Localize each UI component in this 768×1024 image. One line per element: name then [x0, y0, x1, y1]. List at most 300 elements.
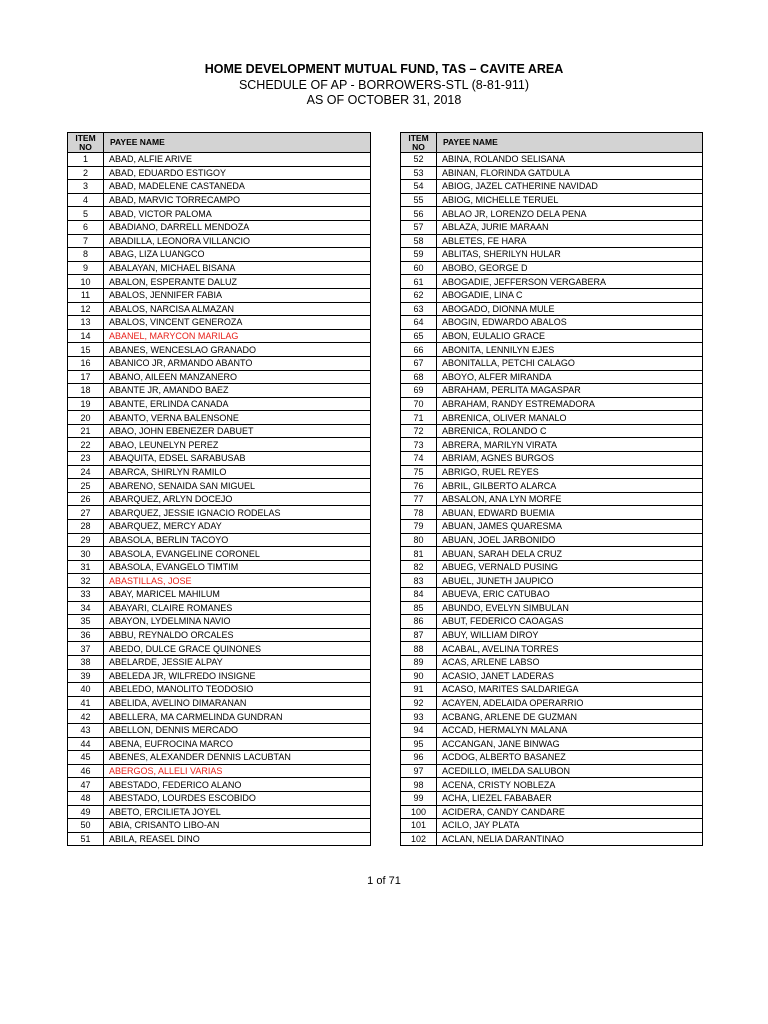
item-number: 9: [68, 261, 104, 275]
item-number: 14: [68, 329, 104, 343]
item-no-header: ITEM NO: [68, 133, 104, 153]
item-number: 91: [401, 683, 437, 697]
payee-name: ACASO, MARITES SALDARIEGA: [437, 683, 703, 697]
table-row: [68, 329, 371, 343]
payee-name: ABLAZA, JURIE MARAAN: [437, 220, 703, 234]
item-number: 96: [401, 751, 437, 765]
item-number: 20: [68, 411, 104, 425]
table-row: [401, 193, 703, 207]
payee-name: ABOGADO, DIONNA MULE: [437, 302, 703, 316]
payee-name: ABBU, REYNALDO ORCALES: [104, 628, 371, 642]
item-number: 55: [401, 193, 437, 207]
table-row: [68, 248, 371, 262]
table-row: [401, 588, 703, 602]
payee-name: ABOGIN, EDWARDO ABALOS: [437, 316, 703, 330]
payee-name: ABANES, WENCESLAO GRANADO: [104, 343, 371, 357]
item-number: 38: [68, 655, 104, 669]
payee-table-left: [67, 132, 371, 846]
item-number: 33: [68, 588, 104, 602]
payee-name: ACCAD, HERMALYN MALANA: [437, 723, 703, 737]
table-row: [68, 452, 371, 466]
table-row: [68, 642, 371, 656]
table-row: [401, 479, 703, 493]
item-number: 12: [68, 302, 104, 316]
item-number: 40: [68, 683, 104, 697]
payee-name-header: PAYEE NAME: [437, 133, 703, 153]
item-number: 23: [68, 452, 104, 466]
table-row: [401, 492, 703, 506]
payee-name: ABUAN, JAMES QUARESMA: [437, 520, 703, 534]
payee-name: ACAYEN, ADELAIDA OPERARRIO: [437, 696, 703, 710]
payee-name: ABELLERA, MA CARMELINDA GUNDRAN: [104, 710, 371, 724]
item-number: 83: [401, 574, 437, 588]
table-row: [401, 819, 703, 833]
payee-name: ABANTE, ERLINDA CANADA: [104, 397, 371, 411]
item-number: 54: [401, 180, 437, 194]
payee-name: ACBANG, ARLENE DE GUZMAN: [437, 710, 703, 724]
item-number: 27: [68, 506, 104, 520]
payee-name: ABON, EULALIO GRACE: [437, 329, 703, 343]
table-row: [68, 601, 371, 615]
table-row: [68, 696, 371, 710]
table-header-row: [401, 133, 703, 153]
item-number: 31: [68, 560, 104, 574]
payee-name: ABRENICA, OLIVER MANALO: [437, 411, 703, 425]
table-row: [68, 764, 371, 778]
page-number: [0, 875, 768, 887]
payee-name: ABAO, JOHN EBENEZER DABUET: [104, 424, 371, 438]
item-number: 43: [68, 723, 104, 737]
item-number: 45: [68, 751, 104, 765]
payee-name: ABIA, CRISANTO LIBO-AN: [104, 819, 371, 833]
payee-name: ABILA, REASEL DINO: [104, 832, 371, 846]
table-row: [68, 737, 371, 751]
payee-name: ABRERA, MARILYN VIRATA: [437, 438, 703, 452]
payee-name: ABLAO JR, LORENZO DELA PENA: [437, 207, 703, 221]
table-row: [401, 520, 703, 534]
payee-name: ABANEL, MARYCON MARILAG: [104, 329, 371, 343]
payee-name: ABANTO, VERNA BALENSONE: [104, 411, 371, 425]
table-row: [401, 574, 703, 588]
table-row: [68, 180, 371, 194]
item-number: 59: [401, 248, 437, 262]
payee-name: ABELLON, DENNIS MERCADO: [104, 723, 371, 737]
table-row: [401, 683, 703, 697]
payee-name: ABONITA, LENNILYN EJES: [437, 343, 703, 357]
item-number: 50: [68, 819, 104, 833]
payee-name: ACEDILLO, IMELDA SALUBON: [437, 764, 703, 778]
table-row: [401, 764, 703, 778]
item-number: 32: [68, 574, 104, 588]
document-subtitle: SCHEDULE OF AP - BORROWERS-STL (8-81-911): [238, 78, 530, 92]
table-row: [401, 710, 703, 724]
item-number: 58: [401, 234, 437, 248]
page-of: of: [376, 875, 386, 887]
item-number: 1: [68, 153, 104, 167]
item-number: 61: [401, 275, 437, 289]
table-row: [401, 370, 703, 384]
payee-name: ABANO, AILEEN MANZANERO: [104, 370, 371, 384]
item-number: 15: [68, 343, 104, 357]
table-row: [401, 234, 703, 248]
payee-name: ACABAL, AVELINA TORRES: [437, 642, 703, 656]
item-no-header: ITEM NO: [401, 133, 437, 153]
table-row: [401, 601, 703, 615]
payee-name: ABLITAS, SHERILYN HULAR: [437, 248, 703, 262]
item-number: 70: [401, 397, 437, 411]
item-number: 29: [68, 533, 104, 547]
payee-name: ABUAN, JOEL JARBONIDO: [437, 533, 703, 547]
payee-table-right: [400, 132, 703, 846]
payee-name: ABARQUEZ, JESSIE IGNACIO RODELAS: [104, 506, 371, 520]
payee-name: ABELEDO, MANOLITO TEODOSIO: [104, 683, 371, 697]
table-row: [68, 465, 371, 479]
item-number: 88: [401, 642, 437, 656]
table-row: [401, 751, 703, 765]
item-number: 47: [68, 778, 104, 792]
table-row: [401, 248, 703, 262]
item-number: 99: [401, 791, 437, 805]
table-row: [68, 302, 371, 316]
payee-name: ABARENO, SENAIDA SAN MIGUEL: [104, 479, 371, 493]
item-number: 79: [401, 520, 437, 534]
item-number: 100: [401, 805, 437, 819]
table-row: [401, 452, 703, 466]
page-current: 1: [367, 875, 374, 887]
payee-name: ABESTADO, LOURDES ESCOBIDO: [104, 791, 371, 805]
payee-name: ABERGOS, ALLELI VARIAS: [104, 764, 371, 778]
payee-name: ABEDO, DULCE GRACE QUINONES: [104, 642, 371, 656]
payee-name: ABASOLA, EVANGELO TIMTIM: [104, 560, 371, 574]
table-row: [401, 696, 703, 710]
item-number: 10: [68, 275, 104, 289]
table-row: [68, 316, 371, 330]
table-row: [401, 737, 703, 751]
table-row: [68, 628, 371, 642]
item-number: 3: [68, 180, 104, 194]
item-number: 2: [68, 166, 104, 180]
payee-name: ABUAN, EDWARD BUEMIA: [437, 506, 703, 520]
payee-name: ACIDERA, CANDY CANDARE: [437, 805, 703, 819]
payee-name: ABAY, MARICEL MAHILUM: [104, 588, 371, 602]
payee-name: ABIOG, JAZEL CATHERINE NAVIDAD: [437, 180, 703, 194]
payee-name: ABRAHAM, PERLITA MAGASPAR: [437, 384, 703, 398]
table-row: [401, 207, 703, 221]
payee-name: ABSALON, ANA LYN MORFE: [437, 492, 703, 506]
item-number: 56: [401, 207, 437, 221]
table-row: [68, 275, 371, 289]
payee-name: ABANICO JR, ARMANDO ABANTO: [104, 356, 371, 370]
table-row: [68, 723, 371, 737]
item-number: 11: [68, 288, 104, 302]
payee-name: ABONITALLA, PETCHI CALAGO: [437, 356, 703, 370]
table-row: [401, 615, 703, 629]
table-row: [68, 193, 371, 207]
item-number: 81: [401, 547, 437, 561]
payee-name: ABIOG, MICHELLE TERUEL: [437, 193, 703, 207]
table-row: [68, 207, 371, 221]
payee-name: ACAS, ARLENE LABSO: [437, 655, 703, 669]
item-number: 19: [68, 397, 104, 411]
payee-name: ACILO, JAY PLATA: [437, 819, 703, 833]
item-number: 98: [401, 778, 437, 792]
table-row: [68, 520, 371, 534]
item-number: 97: [401, 764, 437, 778]
payee-name: ABAD, VICTOR PALOMA: [104, 207, 371, 221]
item-number: 22: [68, 438, 104, 452]
item-number: 66: [401, 343, 437, 357]
payee-name: ACHA, LIEZEL FABABAER: [437, 791, 703, 805]
document-date: AS OF OCTOBER 31, 2018: [306, 93, 462, 107]
table-row: [68, 343, 371, 357]
table-row: [68, 547, 371, 561]
table-row: [68, 492, 371, 506]
table-row: [68, 832, 371, 846]
payee-name: ABUAN, SARAH DELA CRUZ: [437, 547, 703, 561]
item-number: 63: [401, 302, 437, 316]
item-number: 13: [68, 316, 104, 330]
item-number: 57: [401, 220, 437, 234]
item-number: 62: [401, 288, 437, 302]
payee-name: ACLAN, NELIA DARANTINAO: [437, 832, 703, 846]
payee-name: ABINAN, FLORINDA GATDULA: [437, 166, 703, 180]
item-number: 17: [68, 370, 104, 384]
table-row: [401, 166, 703, 180]
table-row: [68, 560, 371, 574]
item-number: 42: [68, 710, 104, 724]
table-row: [68, 751, 371, 765]
item-number: 30: [68, 547, 104, 561]
item-number: 85: [401, 601, 437, 615]
table-row: [401, 655, 703, 669]
item-number: 48: [68, 791, 104, 805]
item-number: 71: [401, 411, 437, 425]
item-number: 28: [68, 520, 104, 534]
payee-name: ABAQUITA, EDSEL SARABUSAB: [104, 452, 371, 466]
table-row: [68, 615, 371, 629]
table-row: [68, 166, 371, 180]
payee-name: ABESTADO, FEDERICO ALANO: [104, 778, 371, 792]
payee-name: ACASIO, JANET LADERAS: [437, 669, 703, 683]
payee-name: ABASOLA, BERLIN TACOYO: [104, 533, 371, 547]
item-number: 6: [68, 220, 104, 234]
table-row: [401, 343, 703, 357]
payee-name: ABETO, ERCILIETA JOYEL: [104, 805, 371, 819]
table-row: [401, 411, 703, 425]
payee-name: ABAG, LIZA LUANGCO: [104, 248, 371, 262]
table-row: [68, 288, 371, 302]
item-number: 89: [401, 655, 437, 669]
item-number: 78: [401, 506, 437, 520]
payee-name: ABAD, MARVIC TORRECAMPO: [104, 193, 371, 207]
payee-name: ABASOLA, EVANGELINE CORONEL: [104, 547, 371, 561]
table-row: [401, 397, 703, 411]
table-row: [401, 791, 703, 805]
item-number: 18: [68, 384, 104, 398]
item-number: 49: [68, 805, 104, 819]
table-row: [401, 628, 703, 642]
item-number: 84: [401, 588, 437, 602]
payee-name: ABASTILLAS, JOSE: [104, 574, 371, 588]
table-row: [401, 642, 703, 656]
payee-name: ACENA, CRISTY NOBLEZA: [437, 778, 703, 792]
table-row: [68, 424, 371, 438]
payee-name: ABAYON, LYDELMINA NAVIO: [104, 615, 371, 629]
payee-name: ABADIANO, DARRELL MENDOZA: [104, 220, 371, 234]
table-row: [68, 506, 371, 520]
item-number: 76: [401, 479, 437, 493]
item-number: 92: [401, 696, 437, 710]
item-number: 21: [68, 424, 104, 438]
item-number: 69: [401, 384, 437, 398]
item-number: 25: [68, 479, 104, 493]
table-row: [68, 791, 371, 805]
table-row: [401, 669, 703, 683]
table-row: [401, 288, 703, 302]
payee-name: ABRIL, GILBERTO ALARCA: [437, 479, 703, 493]
table-row: [68, 411, 371, 425]
item-number: 41: [68, 696, 104, 710]
payee-name: ABENA, EUFROCINA MARCO: [104, 737, 371, 751]
item-number: 102: [401, 832, 437, 846]
item-number: 39: [68, 669, 104, 683]
payee-name: ABRAHAM, RANDY ESTREMADORA: [437, 397, 703, 411]
payee-name: ABADILLA, LEONORA VILLANCIO: [104, 234, 371, 248]
payee-name: ABUEG, VERNALD PUSING: [437, 560, 703, 574]
item-number: 95: [401, 737, 437, 751]
payee-name: ABUT, FEDERICO CAOAGAS: [437, 615, 703, 629]
table-row: [401, 438, 703, 452]
payee-name: ABAD, MADELENE CASTANEDA: [104, 180, 371, 194]
table-row: [401, 316, 703, 330]
item-number: 64: [401, 316, 437, 330]
table-row: [68, 588, 371, 602]
payee-name: ABOBO, GEORGE D: [437, 261, 703, 275]
payee-name: ABALOS, VINCENT GENEROZA: [104, 316, 371, 330]
table-row: [68, 710, 371, 724]
payee-name: ABAO, LEUNELYN PEREZ: [104, 438, 371, 452]
table-header-row: [68, 133, 371, 153]
table-row: [68, 669, 371, 683]
payee-name: ABUY, WILLIAM DIROY: [437, 628, 703, 642]
payee-name: ABRENICA, ROLANDO C: [437, 424, 703, 438]
table-row: [68, 438, 371, 452]
item-number: 4: [68, 193, 104, 207]
item-number: 93: [401, 710, 437, 724]
payee-name: ABALOS, JENNIFER FABIA: [104, 288, 371, 302]
payee-name: ABRIAM, AGNES BURGOS: [437, 452, 703, 466]
table-row: [401, 180, 703, 194]
item-number: 77: [401, 492, 437, 506]
table-row: [68, 370, 371, 384]
table-row: [401, 302, 703, 316]
item-number: 73: [401, 438, 437, 452]
item-number: 26: [68, 492, 104, 506]
table-row: [68, 574, 371, 588]
payee-name: ABARQUEZ, ARLYN DOCEJO: [104, 492, 371, 506]
item-number: 53: [401, 166, 437, 180]
payee-name: ACDOG, ALBERTO BASANEZ: [437, 751, 703, 765]
table-row: [68, 153, 371, 167]
item-number: 60: [401, 261, 437, 275]
item-number: 35: [68, 615, 104, 629]
table-row: [401, 506, 703, 520]
payee-name: ABAD, ALFIE ARIVE: [104, 153, 371, 167]
item-number: 52: [401, 153, 437, 167]
payee-name: ABLETES, FE HARA: [437, 234, 703, 248]
table-row: [401, 560, 703, 574]
item-number: 16: [68, 356, 104, 370]
table-row: [401, 220, 703, 234]
table-row: [68, 655, 371, 669]
payee-name-header: PAYEE NAME: [104, 133, 371, 153]
table-row: [401, 153, 703, 167]
table-row: [401, 356, 703, 370]
table-row: [68, 220, 371, 234]
payee-name: ABANTE JR, AMANDO BAEZ: [104, 384, 371, 398]
item-number: 24: [68, 465, 104, 479]
payee-name: ABALAYAN, MICHAEL BISANA: [104, 261, 371, 275]
payee-name: ACCANGAN, JANE BINWAG: [437, 737, 703, 751]
table-row: [68, 384, 371, 398]
payee-name: ABOGADIE, JEFFERSON VERGABERA: [437, 275, 703, 289]
table-row: [401, 275, 703, 289]
payee-name: ABELEDA JR, WILFREDO INSIGNE: [104, 669, 371, 683]
page-total: 71: [388, 875, 401, 887]
payee-name: ABOYO, ALFER MIRANDA: [437, 370, 703, 384]
item-number: 94: [401, 723, 437, 737]
table-row: [401, 723, 703, 737]
item-number: 101: [401, 819, 437, 833]
table-row: [68, 683, 371, 697]
payee-name: ABELARDE, JESSIE ALPAY: [104, 655, 371, 669]
item-number: 74: [401, 452, 437, 466]
table-row: [401, 261, 703, 275]
payee-name: ABINA, ROLANDO SELISANA: [437, 153, 703, 167]
table-row: [401, 424, 703, 438]
payee-name: ABAD, EDUARDO ESTIGOY: [104, 166, 371, 180]
table-row: [68, 819, 371, 833]
item-number: 86: [401, 615, 437, 629]
item-number: 75: [401, 465, 437, 479]
table-row: [401, 547, 703, 561]
payee-name: ABELIDA, AVELINO DIMARANAN: [104, 696, 371, 710]
item-number: 36: [68, 628, 104, 642]
payee-name: ABALON, ESPERANTE DALUZ: [104, 275, 371, 289]
payee-name: ABUNDO, EVELYN SIMBULAN: [437, 601, 703, 615]
payee-name: ABARCA, SHIRLYN RAMILO: [104, 465, 371, 479]
table-row: [401, 778, 703, 792]
table-row: [68, 261, 371, 275]
item-number: 44: [68, 737, 104, 751]
item-number: 8: [68, 248, 104, 262]
item-number: 7: [68, 234, 104, 248]
table-row: [401, 533, 703, 547]
item-number: 65: [401, 329, 437, 343]
item-number: 90: [401, 669, 437, 683]
table-row: [401, 465, 703, 479]
item-number: 82: [401, 560, 437, 574]
payee-name: ABUEL, JUNETH JAUPICO: [437, 574, 703, 588]
payee-name: ABUEVA, ERIC CATUBAO: [437, 588, 703, 602]
table-row: [68, 533, 371, 547]
table-row: [68, 356, 371, 370]
table-row: [401, 805, 703, 819]
payee-name: ABENES, ALEXANDER DENNIS LACUBTAN: [104, 751, 371, 765]
table-row: [401, 384, 703, 398]
item-number: 67: [401, 356, 437, 370]
payee-name: ABOGADIE, LINA C: [437, 288, 703, 302]
